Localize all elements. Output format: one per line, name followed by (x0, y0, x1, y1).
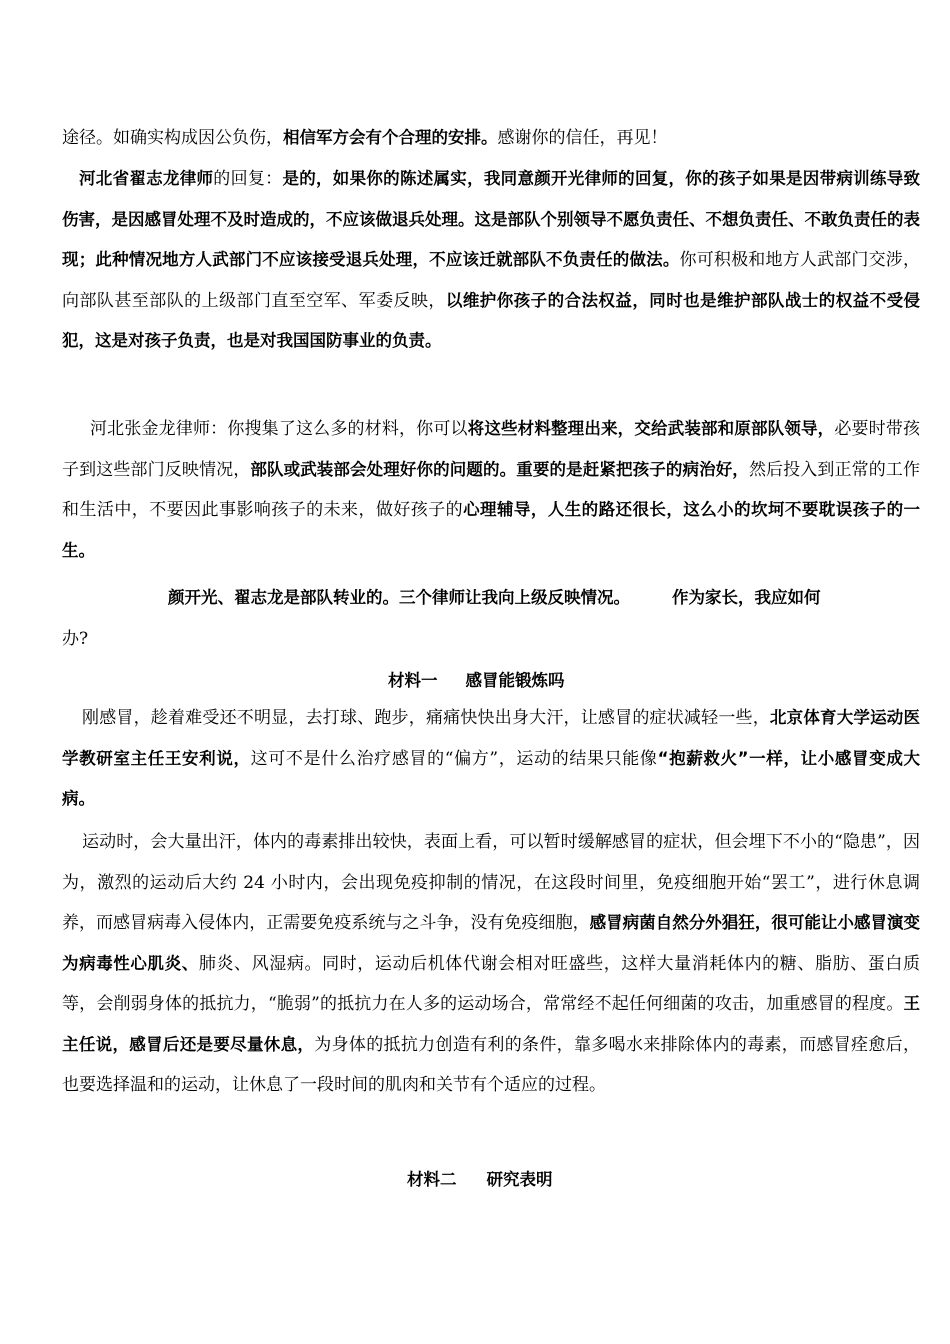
text-run-bold: 感冒病菌自然分外猖狂，很可能让小感冒演变为病毒性心肌炎、 (62, 913, 921, 973)
paragraph-6 (62, 822, 920, 1106)
text-run-bold: 以维护你孩子的合法权益，同时也是维护部队战士的权益不受侵犯，这是对孩子负责，也是对我国国防事业的负责。 (62, 290, 921, 350)
section-heading-1 (388, 669, 565, 693)
text-run: 为身体的抵抗力创造有利的条件，靠多喝水来排除体内的毒素，而感冒痊愈后，也要选择温和的运动，让休息了一段时间的肌肉和关节有个适应的过程。 (62, 1034, 921, 1095)
text-run: 感谢你的信任，再见！ (497, 128, 668, 148)
text-run-bold: 王主任说，感冒后还是要尽量休息， (62, 994, 920, 1054)
text-run: 你可积极和地方人武部门交涉，向部队甚至部队的上级部门直至空军、军委反映， (62, 250, 921, 311)
text-run-bold: 相信军方会有个合理的安排。 (283, 128, 498, 147)
text-run: 运动时，会大量出汗，体内的毒素排出较快，表面上看，可以暂时缓解感冒的症状，但会埋下不小的“隐患”，因为，激烈的运动后大约 24 小时内，会出现免疫抑制的情况，在这段时间里，免疫细胞开始“罢工”，进行休息调养，而感冒病毒入侵体内，正需要免疫系统与之斗争，没有免疫细胞， (62, 832, 920, 933)
text-run: 必要时带孩子到这些部门反映情况， (62, 419, 921, 480)
paragraph-2 (62, 159, 920, 362)
text-run-bold: 作为家长，我应如何 (672, 588, 821, 607)
text-run-bold: “抱薪救火”一样，让小感冒变成大病。 (62, 748, 920, 808)
text-run: 肺炎、风湿病。同时，运动后机体代谢会相对旺盛些，这样大量消耗体内的糖、脂肪、蛋白质等，会削弱身体的抵抗力，“脆弱”的抵抗力在人多的运动场合，常常经不起任何细菌的攻击，加重感冒的程度。 (62, 953, 921, 1014)
text-run-bold: 是的，如果你的陈述属实，我同意颜开光律师的回复，你的孩子如果是因带病训练导致伤害，是因感冒处理不及时造成的，不应该做退兵处理。这是部队个别领导不愿负责任、不想负责任、不敢负责任的表现；此种情况地方人武部门不应该接受退兵处理，不应该迁就部队不负责任的做法。 (62, 169, 921, 269)
heading-title: 感冒能锻炼吗 (465, 671, 565, 690)
paragraph-5 (62, 698, 920, 820)
text-run: 这可不是什么治疗感冒的“偏方”，运动的结果只能像 (250, 748, 658, 769)
section-heading-2 (407, 1168, 553, 1192)
text-run-bold: 河北省翟志龙律师 (79, 169, 214, 188)
text-run-bold: 部队或武装部会处理好你的问题的。重要的是赶紧把孩子的病治好， (250, 459, 749, 479)
heading-title: 研究表明 (486, 1170, 553, 1189)
text-run-bold: 将这些材料整理出来，交给武装部和原部队领导， (467, 419, 835, 438)
text-run-bold: 心理辅导，人生的路还很长，这么小的坎坷不要耽误孩子的一生。 (62, 500, 921, 560)
paragraph-4 (62, 578, 920, 659)
paragraph-3 (62, 409, 920, 571)
heading-label: 材料二 (407, 1170, 457, 1189)
paragraph-1 (62, 118, 920, 159)
text-run-bold: 北京体育大学运动医学教研室主任王安利说， (62, 708, 921, 768)
text-run-bold: 颜开光、翟志龙是部队转业的。三个律师让我向上级反映情况。 (168, 588, 630, 607)
heading-label: 材料一 (388, 671, 438, 690)
text-run: 办? (62, 628, 89, 649)
text-run: 河北张金龙律师：你搜集了这么多的材料，你可以 (90, 419, 468, 439)
text-run: 然后投入到正常的工作和生活中，不要因此事影响孩子的未来，做好孩子的 (62, 459, 921, 520)
text-run: 途径。如确实构成因公负伤， (62, 128, 283, 148)
text-run: 的回复： (213, 169, 283, 189)
text-run: 刚感冒，趁着难受还不明显，去打球、跑步，痛痛快快出身大汗，让感冒的症状减轻一些， (82, 708, 770, 728)
